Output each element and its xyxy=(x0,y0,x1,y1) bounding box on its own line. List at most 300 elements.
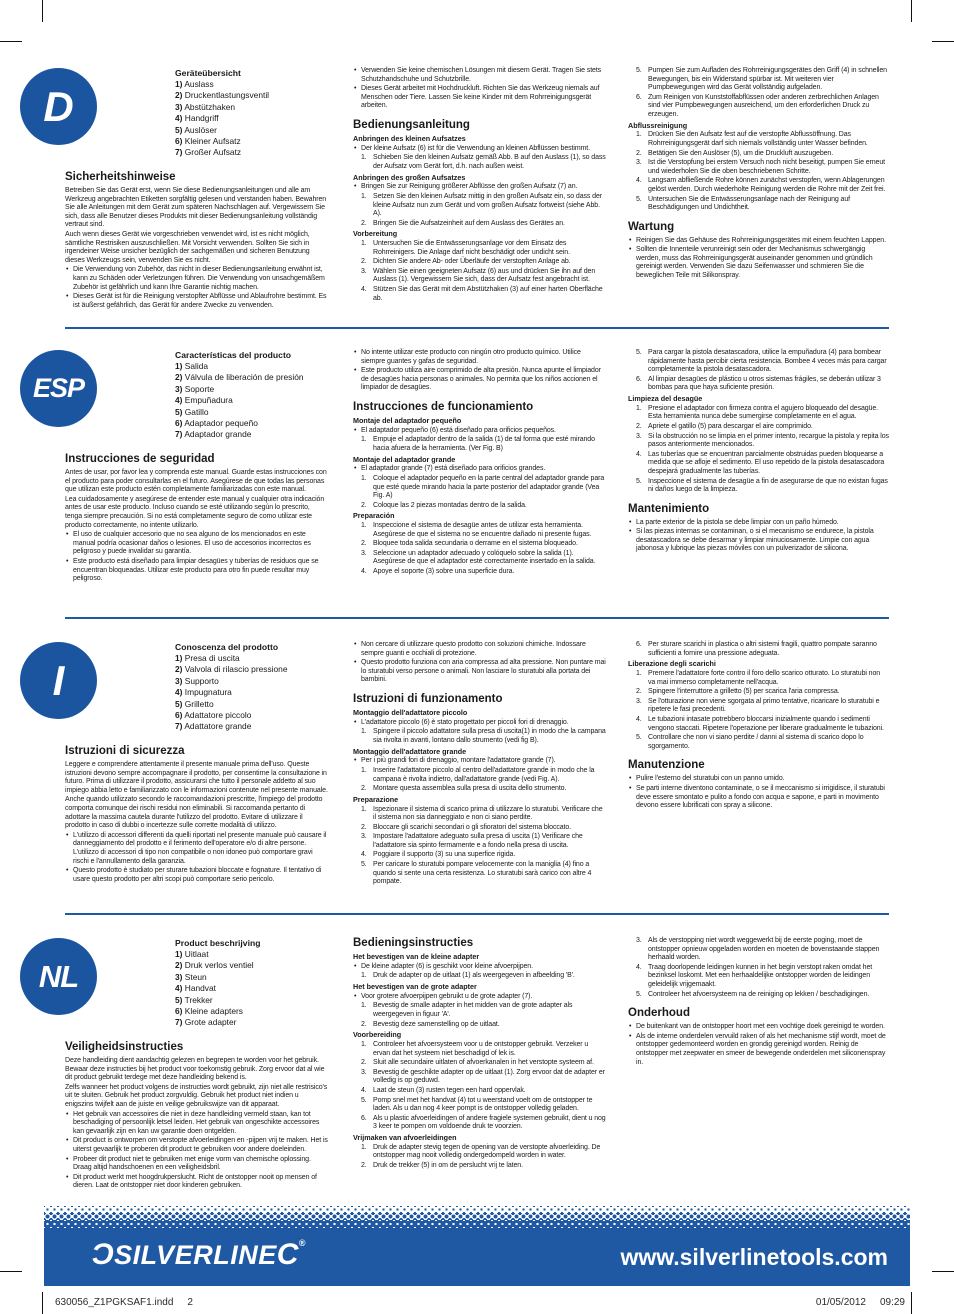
item-number: 2. xyxy=(361,219,367,227)
paragraph: Zelfs wanneer het product volgens de instructies wordt gebruikt, zijn niet alle restrisico's uit te sluiten. Gebruik het product zorgvuldig. Gebruik het product niet indien u enigszins twijfelt aan de juiste en veilige gebruikswijze van dit apparaat. xyxy=(65,1083,328,1108)
column-left xyxy=(65,348,328,585)
item-number: 6. xyxy=(636,375,642,383)
halftone-pattern-row xyxy=(44,1213,910,1220)
section-heading: Bedieningsinstructies xyxy=(353,937,474,949)
item-number: 5. xyxy=(636,349,642,356)
item-text: Schieben Sie den kleinen Aufsatz gemäß Abb. B auf den Auslass (1), so dass der Aufsatz vom Gerät fort, d.h. nach außen weist. xyxy=(373,154,606,170)
item-number: 1. xyxy=(361,240,367,248)
item-text: Ispezionare il sistema di scarico prima di utilizzare lo sturatubi. Verificare che il sistema non sia danneggiato e non ci siano perdite. xyxy=(373,805,603,822)
numbered-item xyxy=(353,1021,606,1030)
language-badge: I xyxy=(20,642,97,719)
footer-brand-bar xyxy=(44,1228,910,1286)
website-url: www.silverlinetools.com xyxy=(620,1244,888,1270)
item-text: Druk de adapter op de uitlaat (1) als weergegeven in afbeelding 'B'. xyxy=(373,972,575,980)
item-number: 1. xyxy=(361,436,367,444)
part-label: Válvula de liberación de presión xyxy=(184,372,304,383)
numbered-item xyxy=(353,286,606,303)
parts-list-title: Geräteübersicht xyxy=(175,68,241,78)
item-number: 5. xyxy=(636,477,642,485)
item-number: 1. xyxy=(361,154,367,162)
part-number: 7) xyxy=(175,429,183,440)
item-text: Druk de adapter stevig tegen de opening van de verstopte afvoerleiding. De ontstopper mag nooit volledig ondergedompeld worden in water. xyxy=(373,1143,601,1160)
part-label: Empuñadura xyxy=(184,395,233,406)
part-label: Adattatore piccolo xyxy=(184,710,252,721)
print-page-number: 2 xyxy=(187,1297,193,1308)
part-item xyxy=(175,1006,328,1017)
item-number: 1. xyxy=(361,728,367,736)
numbered-item xyxy=(628,94,889,120)
bullet-item: • Dit product is ontworpen om verstopte afvoerleidingen en -pijpen vrij te maken. Het is uiterst gevaarlijk te proberen dit product te gebruiken voor andere doeleinden. xyxy=(65,1137,328,1154)
item-number: 4. xyxy=(636,177,642,185)
crop-mark-top-right-h xyxy=(932,41,954,42)
part-label: Salida xyxy=(184,361,209,371)
language-section-german xyxy=(0,66,954,324)
paragraph: Anche quando utilizzato secondo le raccomandazioni prescritte, l'impiego del prodotto comporta comunque dei rischi residui non eliminabili. Si raccomanda pertanto di adottare la massima cautela durante l'utilizzo del prodotto. Evitare di utilizzare il prodotto in caso di dubbi o incertezze sulle corrette modalità di utilizzo. xyxy=(65,796,323,830)
bullet-item: • Het gebruik van accessoires die niet in deze handleiding vermeld staan, kan tot beschadiging of persoonlijk letsel leiden. Het gebruik van ongeschikte accessoires kan gevaarlijk zijn en kan uw garantie doen ontgelden. xyxy=(65,1111,328,1137)
part-item xyxy=(175,102,328,113)
part-number: 5) xyxy=(175,698,183,709)
part-number: 2) xyxy=(175,664,183,675)
part-label: Adattatore grande xyxy=(184,721,252,732)
bullet-item: • Este producto utiliza aire comprimido de alta presión. Nunca apunte el limpiador de desagües hacia personas o animales. No permita que los niños accionen el limpiador de desagües. xyxy=(353,367,606,393)
item-number: 6. xyxy=(636,93,642,101)
part-number: 3) xyxy=(175,101,183,112)
bullet-item: • Se parti interne diventono contaminate, o se il meccanismo si irrigidisce, il sturatubi deve essere smontato e pulito a fondo con acqua e sapone, e parti in movimento devono essere lubrificati con spray a silicone. xyxy=(628,785,889,811)
item-text: Drücken Sie den Aufsatz fest auf die verstopfte Abflussöffnung. Das Rohrreinigungsgerät darf sich niemals vollständig unter Wasser befinden. xyxy=(648,131,868,147)
numbered-item xyxy=(628,964,889,990)
language-section-italian xyxy=(0,640,954,911)
numbered-item xyxy=(353,767,606,784)
item-number: 4. xyxy=(361,1086,367,1094)
numbered-item xyxy=(353,972,606,981)
part-label: Auslass xyxy=(184,79,214,89)
item-number: 5. xyxy=(361,861,367,869)
part-label: Gatillo xyxy=(184,406,209,417)
wrench-jaw-right-icon: C xyxy=(276,1238,299,1271)
numbered-item xyxy=(353,193,606,219)
item-number: 2. xyxy=(636,688,642,696)
column-left xyxy=(65,66,328,311)
section-heading: Istruzioni di funzionamento xyxy=(353,692,503,705)
item-text: Bevestig de smalle adapter in het midden van de grote adapter als weergegeven in figuur 'A'. xyxy=(373,1002,573,1018)
part-item xyxy=(175,361,328,372)
numbered-item xyxy=(353,861,606,887)
crop-mark-top-left-h xyxy=(0,41,22,42)
column-left xyxy=(65,640,328,885)
registered-trademark-symbol: ® xyxy=(298,1238,307,1248)
item-number: 3. xyxy=(361,1068,367,1076)
numbered-item xyxy=(353,502,606,511)
subheading: Montaggio dell'adattatore piccolo xyxy=(353,707,468,717)
item-text: Premere l'adattatore forte contro il foro dello scarico otturato. Lo sturatubi non va mai immerso completamente nell'acqua. xyxy=(648,669,881,686)
numbered-item xyxy=(628,716,889,733)
numbered-item xyxy=(353,540,606,549)
part-label: Kleiner Aufsatz xyxy=(184,136,241,147)
part-number: 6) xyxy=(175,710,183,721)
part-label: Druk verlos ventiel xyxy=(184,960,254,971)
part-label: Soporte xyxy=(184,383,215,394)
item-text: Spingere l'interruttore a grilletto (5) per scarica l'aria compressa. xyxy=(648,688,840,696)
column-middle xyxy=(353,66,606,304)
part-item xyxy=(175,372,328,383)
part-number: 1) xyxy=(175,653,183,663)
part-number: 1) xyxy=(175,949,183,959)
part-number: 6) xyxy=(175,418,183,429)
item-number: 1. xyxy=(361,1040,367,1048)
item-number: 4. xyxy=(361,568,367,576)
numbered-item xyxy=(628,698,889,715)
item-number: 3. xyxy=(361,549,367,557)
part-item xyxy=(175,1017,328,1028)
item-number: 2. xyxy=(361,501,367,509)
section-heading: Mantenimiento xyxy=(628,502,710,515)
part-item xyxy=(175,699,328,710)
numbered-item xyxy=(353,436,606,453)
item-number: 1. xyxy=(361,192,367,200)
bullet-item: • El adaptador pequeño (6) está diseñado para orificios pequeños. xyxy=(353,427,606,436)
paragraph: Antes de usar, por favor lea y comprenda este manual. Guarde estas instrucciones con el producto para poder consultarlas en el futuro. Asegúrese de que todas las personas que utilizan este producto estén completamente familiarizadas con este manual. xyxy=(65,469,327,494)
bullet-item: • Probeer dit product niet te gebruiken met enige vorm van chemische oplossing. Draag altijd handschoenen en een veiligheidsbril. xyxy=(65,1156,328,1173)
part-label: Trekker xyxy=(184,994,213,1005)
item-number: 1. xyxy=(361,766,367,774)
print-filename: 630056_Z1PGKSAF1.indd xyxy=(55,1297,174,1308)
item-number: 2. xyxy=(361,1059,367,1067)
item-text: Bringen Sie die Aufsatzeinheit auf dem Auslass des Gerätes an. xyxy=(373,219,565,227)
part-number: 4) xyxy=(175,983,183,994)
item-text: Per sturare scarichi in plastica o altri sistemi fragili, quattro pompate saranno sufficienti a fornire una pressione adeguata. xyxy=(648,641,877,657)
item-number: 3. xyxy=(636,937,642,944)
item-number: 1. xyxy=(361,1002,367,1010)
parts-list xyxy=(175,66,328,163)
item-number: 6. xyxy=(636,641,642,648)
item-number: 2. xyxy=(361,1020,367,1028)
item-text: Se l'otturazione non viene sgorgata al primo tentative, ricaricare lo sturatubi e ripetere le fasi precedenti. xyxy=(648,697,880,714)
crop-mark-top-left-v xyxy=(42,0,43,22)
numbered-item xyxy=(628,451,889,477)
item-text: Inserire l'adattatore piccolo al centro dell'adattatore grande in modo che la campana è rivolta indietro, dall'adattatore grande (vedi Fig. A). xyxy=(373,766,595,783)
item-number: 5. xyxy=(636,67,642,74)
item-text: Coloque las 2 piezas montadas dentro de la salida. xyxy=(373,501,527,509)
column-right xyxy=(628,936,889,1068)
item-text: Zum Reinigen von Kunststoffabflüssen oder anderen zerbrechlichen Anlagen sind vier Pumpbewegungen ausreichend, um den erforderlichen Druck zu erzeugen. xyxy=(648,93,879,118)
numbered-item xyxy=(628,991,889,1000)
part-number: 4) xyxy=(175,113,183,124)
numbered-item xyxy=(353,568,606,577)
item-text: Coloque el adaptador pequeño en la parte central del adaptador grande para que esté quede mirando hacia la parte posterior del adaptador grande (Vea Fig. A) xyxy=(373,474,605,500)
paragraph: Lea cuidadosamente y asegúrese de entender este manual y cualquier otra indicación antes de usar este producto. Incluso cuando se esté utilizando según lo prescrito, tenga siempre precaución. Si no está completamente seguro de como utilizar este producto correctamente, no intente utilizarlo. xyxy=(65,495,325,529)
numbered-item xyxy=(628,349,889,375)
numbered-item xyxy=(628,376,889,393)
parts-list-title: Características del producto xyxy=(175,350,292,360)
item-number: 5. xyxy=(636,195,642,203)
item-number: 1. xyxy=(636,404,642,412)
numbered-item xyxy=(353,833,606,850)
numbered-item xyxy=(353,1041,606,1058)
column-middle xyxy=(353,348,606,578)
section-heading: Sicherheitshinweise xyxy=(65,171,176,183)
item-number: 1. xyxy=(361,474,367,482)
bullet-item: • Pulire l'esterno del sturatubi con un panno umido. xyxy=(628,775,889,784)
part-label: Druckentlastungsventil xyxy=(184,90,270,101)
numbered-item xyxy=(353,1097,606,1114)
numbered-item xyxy=(628,423,889,432)
column-middle xyxy=(353,640,606,888)
item-number: 1. xyxy=(361,1143,367,1151)
bullet-item: • Der kleine Aufsatz (6) ist für die Verwendung an kleinen Abflüssen bestimmt. xyxy=(353,145,606,154)
part-label: Auslöser xyxy=(184,124,217,135)
part-item xyxy=(175,429,328,440)
subheading: Het bevestigen van de kleine adapter xyxy=(353,952,480,961)
column-right xyxy=(628,640,889,812)
paragraph: Deze handleiding dient aandachtig gelezen en begrepen te worden voor het gebruik. Bewaar deze instructies bij het product voor toekomstig gebruik. Zorg ervoor dat al wie dit product gebruikt terdege met deze handleiding bekend is. xyxy=(65,1057,325,1082)
numbered-item xyxy=(628,67,889,93)
item-number: 5. xyxy=(636,990,642,998)
part-number: 5) xyxy=(175,124,183,135)
part-number: 2) xyxy=(175,372,183,383)
numbered-item xyxy=(353,1069,606,1086)
part-number: 1) xyxy=(175,79,183,89)
subheading: Anbringen des kleinen Aufsatzes xyxy=(353,133,466,143)
item-number: 3. xyxy=(636,159,642,167)
numbered-item xyxy=(628,433,889,450)
item-number: 1. xyxy=(636,131,642,139)
item-text: Untersuchen Sie die Entwässerungsanlage nach der Reinigung auf Beschädigungen und Undichtheit. xyxy=(648,195,850,212)
item-text: Bevestig de geschikte adapter op de uitlaat (1). Zorg ervoor dat de adapter er volledig is op geduwd. xyxy=(373,1068,605,1085)
part-number: 2) xyxy=(175,960,183,971)
bullet-item: • Voor grotere afvoerpijpen gebruikt u de grote adapter (7). xyxy=(353,993,606,1002)
part-label: Supporto xyxy=(184,675,219,686)
parts-list xyxy=(175,936,328,1033)
subheading: Limpieza del desagüe xyxy=(628,393,703,403)
wrench-jaw-left-icon: Ɔ xyxy=(92,1238,115,1271)
item-text: Presione el adaptador con firmeza contra el agujero bloqueado del desagüe. Esta herramienta nunca debe sumergirse completamente en el agua. xyxy=(648,404,878,421)
section-divider xyxy=(65,327,889,329)
item-text: Controleer het afvoersysteem voor u de ontstopper gebruikt. Verzeker u ervan dat het systeem niet beschadigd of lek is. xyxy=(373,1040,589,1057)
bullet-item: • Dieses Gerät arbeitet mit Hochdruckluft. Richten Sie das Werkzeug niemals auf Menschen oder Tiere. Lassen Sie keine Kinder mit dem Rohrreinigungsgerät arbeiten. xyxy=(353,85,606,111)
numbered-item xyxy=(353,1087,606,1096)
item-number: 4. xyxy=(361,851,367,859)
item-number: 1. xyxy=(361,972,367,980)
item-text: Dichten Sie andere Ab- oder Überläufe der verstopften Anlage ab. xyxy=(373,258,571,266)
numbered-item xyxy=(353,475,606,501)
item-text: Druk de trekker (5) in om de perslucht vrij te laten. xyxy=(373,1161,523,1169)
part-item xyxy=(175,384,328,395)
parts-list-title: Conoscenza del prodotto xyxy=(175,642,279,652)
bullet-item: • La parte exterior de la pistola se debe limpiar con un paño húmedo. xyxy=(628,519,889,528)
item-text: Apoye el soporte (3) sobre una superficie dura. xyxy=(373,568,515,576)
item-number: 4. xyxy=(636,450,642,458)
paragraph: Auch wenn dieses Gerät wie vorgeschrieben verwendet wird, ist es nicht möglich, sämtliche Restrisiken auszuschließen. Mit Vorsicht verwenden. Sollten Sie sich in irgendeiner Weise unsicher bezüglich der sachgemäßen und sicheren Benutzung dieses Werkzeugs sein, verwenden Sie es nicht. xyxy=(65,230,310,264)
language-badge: ESP xyxy=(20,350,97,427)
part-item xyxy=(175,664,328,675)
numbered-item xyxy=(353,851,606,860)
part-number: 7) xyxy=(175,147,183,158)
item-number: 1. xyxy=(361,805,367,813)
numbered-item xyxy=(353,522,606,539)
section-divider xyxy=(65,617,889,619)
section-heading: Veiligheidsinstructies xyxy=(65,1041,184,1053)
part-label: Kleine adapters xyxy=(184,1006,243,1017)
bullet-item: • Per i più grandi fori di drenaggio, montare l'adattatore grande (7). xyxy=(353,757,606,766)
part-number: 3) xyxy=(175,383,183,394)
item-text: Sluit alle secundaire uitlaten of afvoerkanalen in het verstopte systeem af. xyxy=(373,1059,594,1067)
bullet-item: • Dieses Gerät ist für die Reinigung verstopfter Abflüsse und Ablaufrohre bestimmt. Es ist äußerst gefährlich, das Gerät für andere Zwecke zu verwenden. xyxy=(65,293,328,310)
part-label: Adaptador pequeño xyxy=(184,418,258,429)
numbered-item xyxy=(353,1162,606,1171)
parts-list xyxy=(175,348,328,445)
column-middle xyxy=(353,936,606,1171)
item-text: Als u plastic afvoerleidingen of andere fragiele systemen gebruikt, dient u nog 3 keer te pompen om voldoende druk te voorzien. xyxy=(373,1114,606,1131)
item-number: 3. xyxy=(361,267,367,275)
part-item xyxy=(175,125,328,136)
bullet-item: • Si las piezas internas se contaminan, o si el mecanismo se endurece, la pistola desatascadora se debe desarmar y limpiar minuciosamente. Limpie con agua jabonosa y lubrique las piezas móviles con un pulverizador de silicona. xyxy=(628,528,889,554)
bullet-item: • Non cercare di utilizzare questo prodotto con soluzioni chimiche. Indossare sempre guanti e occhiali di protezione. xyxy=(353,641,606,658)
paragraph: Betreiben Sie das Gerät erst, wenn Sie diese Bedienungsanleitungen und alle am Werkzeug angebrachten Etiketten sorgfältig gelesen und verstanden haben. Bewahren Sie alle Anleitungen mit dem Gerät zum späteren Nachschlagen auf. Vergewissern Sie sich, dass alle Benutzer dieses Produkts mit dieser Bedienungsanleitung vollständig vertraut sind. xyxy=(65,187,327,229)
item-number: 2. xyxy=(361,540,367,548)
item-number: 2. xyxy=(636,149,642,157)
bullet-item: • Questo prodotto è studiato per sturare tubazioni bloccate e fognature. Il tentativo di usare questo prodotto per altri scopi può comportare serio pericolo. xyxy=(65,867,328,884)
parts-list xyxy=(175,640,328,737)
part-item xyxy=(175,972,328,983)
halftone-pattern-row xyxy=(44,1206,910,1213)
crop-mark-bottom-right-v xyxy=(911,1292,912,1314)
crop-mark-bottom-left-h xyxy=(0,1271,22,1272)
bullet-item: • Reinigen Sie das Gehäuse des Rohrreinigungsgerätes mit einem feuchten Lappen. xyxy=(628,237,889,246)
bullet-item: • Este producto está diseñado para limpiar desagües y tuberías de residuos que se encuentran bloqueadas. Utilizar este producto para otro fin puede resultar muy peligroso. xyxy=(65,558,328,584)
item-text: Bevestig deze samenstelling op de uitlaat. xyxy=(373,1020,500,1028)
subheading: Anbringen des großen Aufsatzes xyxy=(353,172,466,182)
part-item xyxy=(175,949,328,960)
item-text: Inspeccione el sistema de desagüe a fin de asegurarse de que no existan fugas ni daños luego de la limpieza. xyxy=(648,477,888,494)
section-heading: Onderhoud xyxy=(628,1007,690,1020)
item-number: 5. xyxy=(361,1096,367,1104)
subheading: Preparazione xyxy=(353,794,399,804)
bullet-item: • Die Verwendung von Zubehör, das nicht in dieser Bedienungsanleitung erwähnt ist, kann zu Schäden oder Verletzungen führen. Die Verwendung von unsachgemäßem Zubehör ist gefährlich und kann Ihre Garantie nichtig machen. xyxy=(65,266,328,292)
item-number: 1. xyxy=(361,522,367,530)
numbered-item xyxy=(628,405,889,422)
part-number: 6) xyxy=(175,136,183,147)
item-number: 2. xyxy=(361,785,367,793)
numbered-item xyxy=(353,1144,606,1161)
item-text: Controleer het afvoersysteem na de reiniging op lekken / beschadigingen. xyxy=(648,990,870,998)
part-item xyxy=(175,113,328,124)
bullet-item: • De kleine adapter (6) is geschikt voor kleine afvoerpijpen. xyxy=(353,963,606,972)
numbered-item xyxy=(628,177,889,194)
part-label: Presa di uscita xyxy=(184,653,240,663)
item-number: 3. xyxy=(361,833,367,841)
numbered-item xyxy=(353,550,606,567)
item-number: 3. xyxy=(636,697,642,705)
subheading: Vorbereitung xyxy=(353,229,398,239)
item-text: Stützen Sie das Gerät mit dem Abstützhaken (3) auf einer harten Oberfläche ab. xyxy=(373,286,603,302)
logo-wordmark: SILVERLINE xyxy=(114,1240,277,1270)
item-text: Las tuberías que se encuentran parcialmente obstruidas pueden bloquearse a medida que se afloje el sedimento. El uso repetido de la pistola desatascadora despejará gradualmente las tuberías. xyxy=(648,450,885,475)
item-text: Impostare l'adattatore adeguato sulla presa di uscita (1) Verificare che l'adattatore sia spinto fermamente e a fondo nella presa di uscita. xyxy=(373,833,583,849)
part-label: Handvat xyxy=(184,983,216,994)
print-time: 09:29 xyxy=(879,1297,905,1308)
numbered-item xyxy=(353,240,606,257)
part-label: Großer Aufsatz xyxy=(184,147,242,158)
item-text: Montare questa assemblea sulla presa di uscita dello strumento. xyxy=(373,785,567,793)
numbered-item xyxy=(353,1059,606,1068)
part-item xyxy=(175,407,328,418)
subheading: Montaggio dell'adattatore grande xyxy=(353,746,467,756)
crop-mark-bottom-left-v xyxy=(42,1292,43,1314)
part-item xyxy=(175,418,328,429)
language-section-spanish xyxy=(0,348,954,614)
item-text: Wählen Sie einen geeigneten Aufsatz (6) aus und drücken Sie ihn auf den Auslass (1). Vergewissern Sie sich, dass der Aufsatz fest angebracht ist. xyxy=(373,267,596,284)
bullet-item: • Als de interne onderdelen vervuild raken of als het mechanisme stijf wordt, moet de ontstopper gedemonteerd worden en grondig gereinigd worden. Reinig de ontstopper met zeepwater en smeer de bewegende onderdelen met siliconenspray in. xyxy=(628,1033,889,1067)
column-right xyxy=(628,348,889,555)
bullet-item: • El uso de cualquier accesorio que no sea alguno de los mencionados en este manual podría ocasionar daños o lesiones. El uso de accesorios incorrectos es peligroso y puede invalidar su garantía. xyxy=(65,531,328,557)
part-label: Grilletto xyxy=(184,698,214,709)
part-label: Abstützhaken xyxy=(184,101,236,112)
item-text: Traag doorlopende leidingen kunnen in het begin verstopt raken omdat het bezinksel loskomt. Met een herhaaldelijke ontstopper worden de leidingen geleidelijk vrijgemaakt. xyxy=(648,963,873,988)
numbered-item xyxy=(353,258,606,267)
language-badge: D xyxy=(20,68,97,145)
bullet-item: • L'utilizzo di accessori differenti da quelli riportati nel presente manuale può causare il danneggiamento del prodotto e il ferimento dell'operatore e/o di altre persone. L'utilizzo di accessori di tipo non compatibile o non idoneo può comportare gravi rischi e l'annullamento della garanzia. xyxy=(65,832,328,866)
crop-mark-top-right-v xyxy=(911,0,912,22)
bullet-item: • Questo prodotto funziona con aria compressa ad alta pressione. Non puntare mai lo sturatubi verso persone o animali. Non lasciare lo sturatubi alla portata dei bambini. xyxy=(353,659,606,685)
language-badge: NL xyxy=(20,938,97,1015)
item-text: Als de verstopping niet wordt weggewerkt bij de eerste poging, moet de ontstopper opnieuw opgeladen worden en moeten de bovenstaande stappen herhaald worden. xyxy=(648,937,880,962)
subheading: Vrijmaken van afvoerleidingen xyxy=(353,1132,457,1142)
section-heading: Istruzioni di sicurezza xyxy=(65,745,185,757)
part-label: Steun xyxy=(184,971,207,982)
numbered-item xyxy=(353,1115,606,1132)
print-datetime xyxy=(816,1297,905,1308)
item-number: 4. xyxy=(636,963,642,971)
item-number: 4. xyxy=(361,286,367,294)
item-text: Apriete el gatillo (5) para descargar el aire comprimido. xyxy=(648,422,813,430)
silverline-logo xyxy=(92,1238,306,1272)
subheading: Montaje del adaptador pequeño xyxy=(353,415,462,425)
part-item xyxy=(175,960,328,971)
bullet-item: • Bringen Sie zur Reinigung größerer Abflüsse den großen Aufsatz (7) an. xyxy=(353,183,606,192)
numbered-item xyxy=(628,734,889,751)
language-section-dutch xyxy=(0,936,954,1202)
numbered-item xyxy=(353,154,606,171)
bullet-item: • Dit product werkt met hoogdrukperslucht. Richt de ontstopper nooit op mensen of dieren. Laat de ontstopper niet door kinderen gebruiken. xyxy=(65,1174,328,1191)
part-label: Valvola di rilascio pressione xyxy=(184,664,288,675)
item-number: 4. xyxy=(636,715,642,723)
item-text: Seleccione un adaptador adecuado y colóquelo sobre la salida (1). Asegúrese de que el adaptador esté correctamente insertado en la salida. xyxy=(373,549,596,566)
item-number: 2. xyxy=(361,258,367,266)
item-text: Spingere il piccolo adattatore sulla presa di uscita(1) in modo che la campana sia rivolta in avanti, lontano dallo strumento (vedi fig B). xyxy=(373,728,606,744)
numbered-item xyxy=(628,150,889,159)
numbered-item xyxy=(628,131,889,148)
subheading: Liberazione degli scarichi xyxy=(628,659,716,669)
item-text: Bloquee toda salida secundaria o derrame en el sistema bloqueado. xyxy=(373,540,578,548)
paragraph: Leggere e comprendere attentamente il presente manuale prima dell'uso. Queste istruzioni devono sempre accompagnare il prodotto, per consentirne la consultazione in futuro. Prima di utilizzare il prodotto, assicurarsi che tutto il personale addetto al suo impiego abbia letto e familiarizzato con le informazioni contenute nel presente manuale. xyxy=(65,761,328,794)
part-number: 5) xyxy=(175,994,183,1005)
bullet-item: • Sollten die Innenteile verunreinigt sein oder der Mechanismus schwergängig werden, muss das Rohrreinigungsgerät auseinander genommen und gründlich gereinigt werden. Verwenden Sie dazu Seifenwasser und schmieren Sie die beweglichen Teile mit Silikonspray. xyxy=(628,246,889,280)
item-text: Si la obstrucción no se limpia en el primer intento, recargue la pistola y repita los pasos anteriormente mencionados. xyxy=(648,432,889,449)
numbered-item xyxy=(353,824,606,833)
part-number: 6) xyxy=(175,1006,183,1017)
item-text: Ist die Verstopfung bei erstem Versuch noch nicht beseitigt, pumpen Sie erneut und wiederholen Sie die oben beschriebenen Schritte. xyxy=(648,159,885,175)
bullet-item: • L'adattatore piccolo (6) è stato progettato per piccoli fori di drenaggio. xyxy=(353,719,606,728)
section-heading: Bedienungsanleitung xyxy=(353,118,470,131)
item-number: 5. xyxy=(636,734,642,742)
part-item xyxy=(175,395,328,406)
item-number: 2. xyxy=(636,422,642,430)
item-text: Para cargar la pistola desatascadora, utilice la empuñadura (4) para bombear rápidamente hasta percibir cierta resistencia. Bombee 4 veces más para cargar completamente la pistola desatascadora. xyxy=(648,349,887,374)
item-text: Per caricare lo sturatubi pompare velocemente con la maniglia (4) fino a quando si sente una certa resistenza. Lo sturatubi sarà carico con altre 4 pompate. xyxy=(373,861,592,886)
item-text: Controllare che non vi siano perdite / danni al sistema di scarico dopo lo sgorgamento. xyxy=(648,734,864,750)
crop-mark-bottom-right-h xyxy=(932,1271,954,1272)
print-date: 01/05/2012 xyxy=(815,1297,866,1308)
